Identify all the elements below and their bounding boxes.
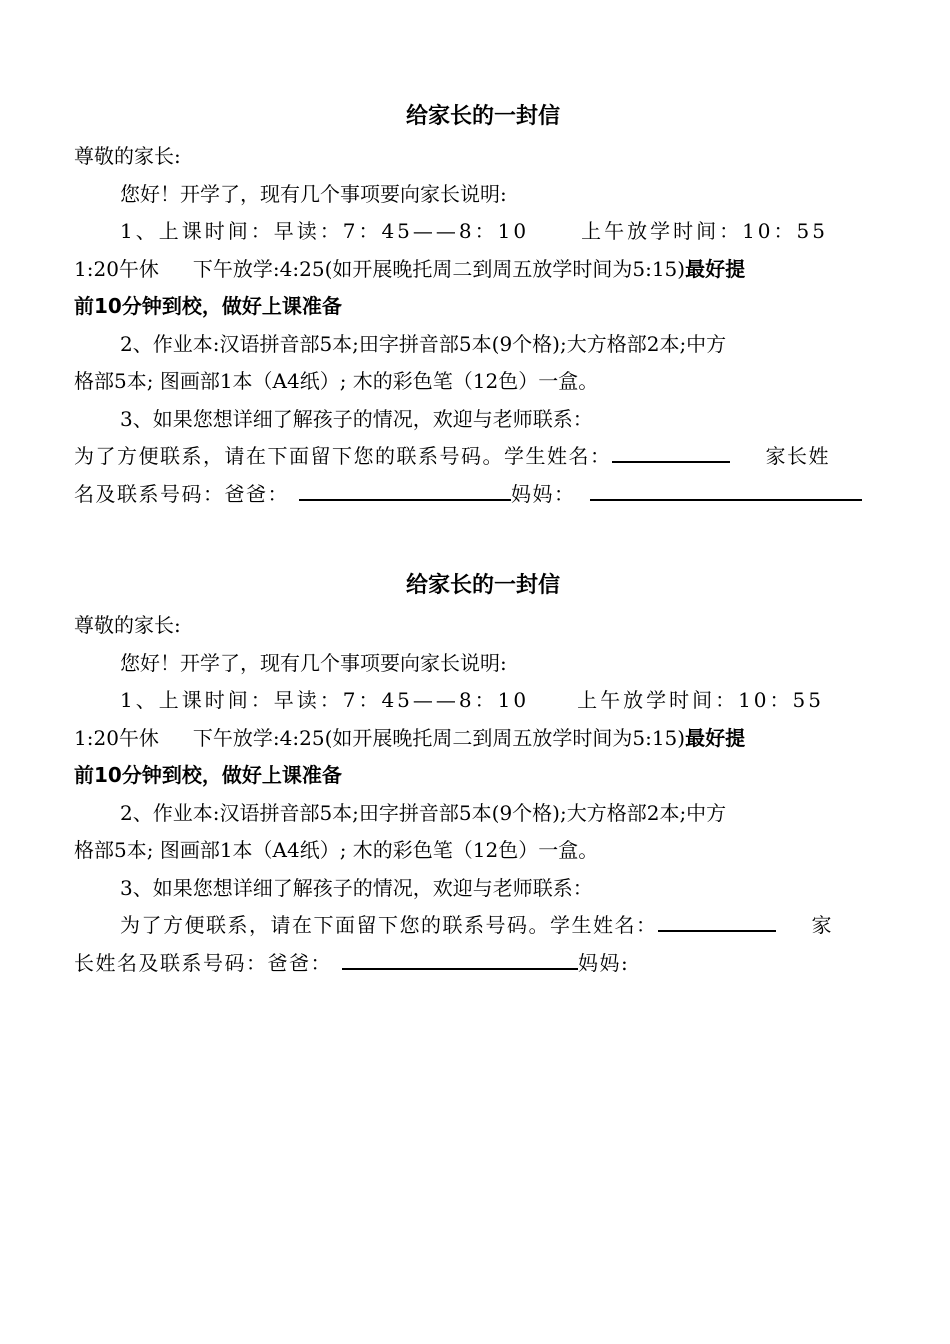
- contact-continuation: [74, 476, 892, 514]
- item-1-line: [74, 682, 892, 720]
- letter-2: [74, 571, 892, 982]
- item-1-afternoon: 下午放学:4:25(如开展晚托周二到周五放学时间为5:15): [192, 725, 686, 750]
- father-label: 名及联系号码：爸爸：: [74, 481, 289, 506]
- item-1-continuation: [74, 720, 892, 758]
- contact-prompt-end: 家长姓: [765, 444, 830, 468]
- intro-line: 您好！开学了，现有几个事项要向家长说明:: [120, 181, 507, 206]
- item-1-nap: 1:20午休: [74, 256, 159, 281]
- letter-title: 给家长的一封信: [405, 573, 560, 598]
- item-1-noon: 上午放学时间：10：55: [581, 219, 828, 243]
- intro-line: 您好！开学了，现有几个事项要向家长说明:: [120, 650, 507, 675]
- father-number-blank[interactable]: [299, 479, 511, 501]
- father-number-blank[interactable]: [342, 948, 578, 970]
- item-3-line: 3、如果您想详细了解孩子的情况，欢迎与老师联系：: [120, 406, 593, 431]
- contact-prompt-end: 家: [811, 913, 833, 937]
- item-1-nap: 1:20午休: [74, 725, 159, 750]
- mother-label: 妈妈:: [578, 950, 630, 975]
- item-1-noon: 上午放学时间：10：55: [577, 688, 824, 712]
- item-1-continuation: [74, 251, 892, 289]
- letter-title: 给家长的一封信: [405, 104, 560, 129]
- father-label: 长姓名及联系号码：爸爸：: [74, 950, 332, 975]
- item-1-afternoon: 下午放学:4:25(如开展晚托周二到周五放学时间为5:15): [192, 256, 686, 281]
- contact-prompt: 为了方便联系，请在下面留下您的联系号码。学生姓名：: [120, 913, 658, 937]
- letter-1: [74, 102, 892, 513]
- item-1-note-part2: 前10分钟到校，做好上课准备: [74, 294, 342, 318]
- salutation: 尊敬的家长:: [74, 144, 181, 168]
- item-2-line: 2、作业本:汉语拼音部5本;田字拼音部5本(9个格);大方格部2本;中方: [120, 331, 727, 356]
- item-1-morning: 1、上课时间：早读：7：45——8：10: [120, 219, 530, 243]
- salutation: 尊敬的家长:: [74, 613, 181, 637]
- item-2-continuation: 格部5本; 图画部1本（A4纸）; 木的彩色笔（12色）一盒。: [74, 369, 599, 393]
- item-1-note-part1: 最好提: [685, 725, 746, 750]
- item-1-morning: 1、上课时间：早读：7：45——8：10: [120, 688, 530, 712]
- student-name-blank[interactable]: [612, 441, 730, 463]
- item-1-line: [74, 213, 892, 251]
- mother-label: 妈妈：: [511, 481, 576, 506]
- item-2-line: 2、作业本:汉语拼音部5本;田字拼音部5本(9个格);大方格部2本;中方: [120, 800, 727, 825]
- item-1-note-part2: 前10分钟到校，做好上课准备: [74, 763, 342, 787]
- contact-line: [74, 438, 892, 476]
- contact-line: [74, 907, 892, 945]
- student-name-blank[interactable]: [658, 910, 776, 932]
- contact-prompt: 为了方便联系，请在下面留下您的联系号码。学生姓名：: [74, 444, 612, 468]
- mother-number-blank[interactable]: [590, 479, 862, 501]
- contact-continuation: [74, 945, 892, 983]
- item-2-continuation: 格部5本; 图画部1本（A4纸）; 木的彩色笔（12色）一盒。: [74, 838, 599, 862]
- item-1-note-part1: 最好提: [685, 256, 746, 281]
- item-3-line: 3、如果您想详细了解孩子的情况，欢迎与老师联系：: [120, 875, 593, 900]
